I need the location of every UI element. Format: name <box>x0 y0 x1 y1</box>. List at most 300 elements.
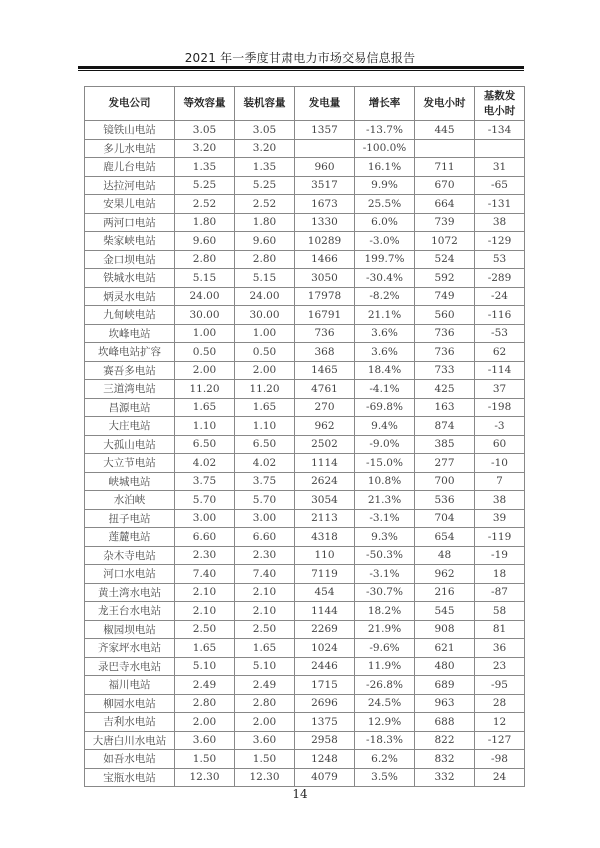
cell-installed-capacity: 5.15 <box>235 269 295 288</box>
cell-generation-hours: 545 <box>415 602 475 621</box>
cell-generation: 1144 <box>295 602 355 621</box>
header-generation-hours: 发电小时 <box>415 87 475 121</box>
table-row <box>85 417 525 436</box>
cell-company: 达拉河电站 <box>85 176 175 195</box>
cell-installed-capacity: 11.20 <box>235 380 295 399</box>
cell-generation: 2696 <box>295 694 355 713</box>
cell-growth-rate: -3.0% <box>355 232 415 251</box>
cell-generation: 2446 <box>295 657 355 676</box>
cell-company: 炳灵水电站 <box>85 287 175 306</box>
cell-company: 赛吾多电站 <box>85 361 175 380</box>
table-row <box>85 158 525 177</box>
table-row <box>85 528 525 547</box>
cell-company: 椒园坝电站 <box>85 620 175 639</box>
page-number: 14 <box>292 787 308 801</box>
cell-equivalent-capacity: 5.10 <box>175 657 235 676</box>
cell-installed-capacity: 2.80 <box>235 694 295 713</box>
cell-installed-capacity: 1.00 <box>235 324 295 343</box>
cell-growth-rate: 10.8% <box>355 472 415 491</box>
cell-generation-hours: 277 <box>415 454 475 473</box>
cell-equivalent-capacity: 9.60 <box>175 232 235 251</box>
cell-base-hours: -98 <box>475 750 525 769</box>
cell-installed-capacity: 1.35 <box>235 158 295 177</box>
header-company: 发电公司 <box>85 87 175 121</box>
cell-installed-capacity: 2.52 <box>235 195 295 214</box>
cell-generation-hours: 739 <box>415 213 475 232</box>
table-row <box>85 213 525 232</box>
cell-base-hours: 58 <box>475 602 525 621</box>
cell-base-hours: -127 <box>475 731 525 750</box>
cell-growth-rate: -4.1% <box>355 380 415 399</box>
cell-equivalent-capacity: 3.75 <box>175 472 235 491</box>
cell-generation-hours: 560 <box>415 306 475 325</box>
cell-installed-capacity: 2.10 <box>235 583 295 602</box>
cell-growth-rate: 21.9% <box>355 620 415 639</box>
cell-generation-hours: 704 <box>415 509 475 528</box>
cell-equivalent-capacity: 6.50 <box>175 435 235 454</box>
cell-installed-capacity: 6.50 <box>235 435 295 454</box>
cell-base-hours: 39 <box>475 509 525 528</box>
cell-equivalent-capacity: 2.80 <box>175 694 235 713</box>
cell-growth-rate: -8.2% <box>355 287 415 306</box>
cell-equivalent-capacity: 2.00 <box>175 361 235 380</box>
cell-base-hours: 53 <box>475 250 525 269</box>
cell-generation: 960 <box>295 158 355 177</box>
cell-growth-rate: -3.1% <box>355 509 415 528</box>
cell-growth-rate: 199.7% <box>355 250 415 269</box>
cell-generation-hours: 962 <box>415 565 475 584</box>
cell-base-hours: 60 <box>475 435 525 454</box>
cell-base-hours: 12 <box>475 713 525 732</box>
cell-generation: 110 <box>295 546 355 565</box>
cell-generation: 3054 <box>295 491 355 510</box>
cell-generation-hours: 592 <box>415 269 475 288</box>
cell-growth-rate: 24.5% <box>355 694 415 713</box>
cell-growth-rate: 9.4% <box>355 417 415 436</box>
cell-generation: 1465 <box>295 361 355 380</box>
table-row <box>85 287 525 306</box>
table-row <box>85 676 525 695</box>
cell-company: 峡城电站 <box>85 472 175 491</box>
cell-company: 龙王台水电站 <box>85 602 175 621</box>
document-title: 2021 年一季度甘肃电力市场交易信息报告 <box>184 51 416 65</box>
cell-company: 大庄电站 <box>85 417 175 436</box>
cell-generation-hours: 689 <box>415 676 475 695</box>
cell-base-hours: -134 <box>475 121 525 140</box>
cell-generation-hours: 874 <box>415 417 475 436</box>
cell-base-hours: -24 <box>475 287 525 306</box>
cell-generation-hours: 163 <box>415 398 475 417</box>
cell-base-hours: -129 <box>475 232 525 251</box>
cell-company: 莲麓电站 <box>85 528 175 547</box>
cell-equivalent-capacity: 1.35 <box>175 158 235 177</box>
cell-equivalent-capacity: 1.65 <box>175 639 235 658</box>
cell-growth-rate: 3.5% <box>355 768 415 787</box>
cell-generation: 1466 <box>295 250 355 269</box>
cell-installed-capacity: 2.00 <box>235 361 295 380</box>
cell-equivalent-capacity: 3.00 <box>175 509 235 528</box>
cell-generation: 10289 <box>295 232 355 251</box>
cell-equivalent-capacity: 0.50 <box>175 343 235 362</box>
cell-base-hours: -19 <box>475 546 525 565</box>
cell-company: 录巴寺水电站 <box>85 657 175 676</box>
cell-generation-hours: 1072 <box>415 232 475 251</box>
cell-equivalent-capacity: 6.60 <box>175 528 235 547</box>
cell-base-hours: -119 <box>475 528 525 547</box>
cell-installed-capacity: 24.00 <box>235 287 295 306</box>
cell-company: 坎峰电站扩容 <box>85 343 175 362</box>
cell-generation: 1330 <box>295 213 355 232</box>
cell-generation-hours: 385 <box>415 435 475 454</box>
cell-company: 鹿儿台电站 <box>85 158 175 177</box>
cell-generation-hours: 822 <box>415 731 475 750</box>
cell-company: 吉利水电站 <box>85 713 175 732</box>
table-row <box>85 546 525 565</box>
cell-generation: 1114 <box>295 454 355 473</box>
cell-installed-capacity: 1.65 <box>235 398 295 417</box>
table-row <box>85 306 525 325</box>
cell-generation-hours: 670 <box>415 176 475 195</box>
cell-generation: 368 <box>295 343 355 362</box>
cell-installed-capacity: 1.50 <box>235 750 295 769</box>
table-row <box>85 731 525 750</box>
cell-growth-rate: 6.0% <box>355 213 415 232</box>
cell-installed-capacity: 4.02 <box>235 454 295 473</box>
cell-company: 多儿水电站 <box>85 139 175 158</box>
cell-equivalent-capacity: 11.20 <box>175 380 235 399</box>
cell-base-hours: 18 <box>475 565 525 584</box>
cell-equivalent-capacity: 1.10 <box>175 417 235 436</box>
table-row <box>85 195 525 214</box>
cell-generation-hours: 480 <box>415 657 475 676</box>
cell-company: 黄土湾水电站 <box>85 583 175 602</box>
cell-generation: 2958 <box>295 731 355 750</box>
cell-generation-hours: 664 <box>415 195 475 214</box>
cell-growth-rate: -50.3% <box>355 546 415 565</box>
cell-generation-hours: 832 <box>415 750 475 769</box>
cell-generation-hours: 711 <box>415 158 475 177</box>
table-row <box>85 121 525 140</box>
cell-generation-hours <box>415 139 475 158</box>
cell-installed-capacity: 5.70 <box>235 491 295 510</box>
table-row <box>85 361 525 380</box>
cell-company: 杂木寺电站 <box>85 546 175 565</box>
table-row <box>85 435 525 454</box>
cell-installed-capacity: 1.80 <box>235 213 295 232</box>
cell-generation: 3050 <box>295 269 355 288</box>
cell-generation-hours: 736 <box>415 324 475 343</box>
table-row <box>85 750 525 769</box>
cell-base-hours: -198 <box>475 398 525 417</box>
cell-company: 大立节电站 <box>85 454 175 473</box>
cell-equivalent-capacity: 2.52 <box>175 195 235 214</box>
cell-growth-rate: -9.6% <box>355 639 415 658</box>
header-installed-capacity: 装机容量 <box>235 87 295 121</box>
cell-base-hours: 62 <box>475 343 525 362</box>
cell-equivalent-capacity: 3.05 <box>175 121 235 140</box>
table-row <box>85 232 525 251</box>
table-row <box>85 324 525 343</box>
table-row <box>85 713 525 732</box>
table-row <box>85 176 525 195</box>
cell-base-hours: 28 <box>475 694 525 713</box>
cell-equivalent-capacity: 4.02 <box>175 454 235 473</box>
cell-generation: 454 <box>295 583 355 602</box>
cell-equivalent-capacity: 2.80 <box>175 250 235 269</box>
cell-base-hours: 7 <box>475 472 525 491</box>
cell-installed-capacity: 30.00 <box>235 306 295 325</box>
cell-equivalent-capacity: 2.50 <box>175 620 235 639</box>
cell-generation: 17978 <box>295 287 355 306</box>
cell-company: 大唐白川水电站 <box>85 731 175 750</box>
cell-installed-capacity: 5.10 <box>235 657 295 676</box>
cell-equivalent-capacity: 5.15 <box>175 269 235 288</box>
cell-generation-hours: 963 <box>415 694 475 713</box>
cell-company: 柳园水电站 <box>85 694 175 713</box>
table-row <box>85 380 525 399</box>
cell-growth-rate: 11.9% <box>355 657 415 676</box>
cell-growth-rate: -15.0% <box>355 454 415 473</box>
cell-generation-hours: 216 <box>415 583 475 602</box>
cell-equivalent-capacity: 2.49 <box>175 676 235 695</box>
cell-installed-capacity: 0.50 <box>235 343 295 362</box>
cell-base-hours: 37 <box>475 380 525 399</box>
table-row <box>85 250 525 269</box>
cell-growth-rate: -69.8% <box>355 398 415 417</box>
cell-generation-hours: 749 <box>415 287 475 306</box>
table-row <box>85 398 525 417</box>
cell-generation: 2624 <box>295 472 355 491</box>
cell-base-hours <box>475 139 525 158</box>
cell-installed-capacity: 3.75 <box>235 472 295 491</box>
header-base-hours-line1: 基数发 <box>483 89 516 102</box>
cell-company: 铁城水电站 <box>85 269 175 288</box>
cell-company: 大孤山电站 <box>85 435 175 454</box>
cell-growth-rate: 6.2% <box>355 750 415 769</box>
cell-generation: 4761 <box>295 380 355 399</box>
header-growth-rate: 增长率 <box>355 87 415 121</box>
cell-generation: 2113 <box>295 509 355 528</box>
table-row <box>85 620 525 639</box>
cell-base-hours: -53 <box>475 324 525 343</box>
cell-growth-rate: -100.0% <box>355 139 415 158</box>
cell-base-hours: -3 <box>475 417 525 436</box>
cell-equivalent-capacity: 2.00 <box>175 713 235 732</box>
cell-growth-rate: 9.3% <box>355 528 415 547</box>
cell-installed-capacity: 2.50 <box>235 620 295 639</box>
cell-equivalent-capacity: 7.40 <box>175 565 235 584</box>
cell-installed-capacity: 3.05 <box>235 121 295 140</box>
cell-company: 如吾水电站 <box>85 750 175 769</box>
cell-base-hours: 38 <box>475 213 525 232</box>
cell-base-hours: -10 <box>475 454 525 473</box>
table-row <box>85 602 525 621</box>
cell-installed-capacity: 6.60 <box>235 528 295 547</box>
cell-installed-capacity: 9.60 <box>235 232 295 251</box>
cell-company: 福川电站 <box>85 676 175 695</box>
cell-equivalent-capacity: 2.10 <box>175 583 235 602</box>
cell-equivalent-capacity: 5.70 <box>175 491 235 510</box>
cell-equivalent-capacity: 1.65 <box>175 398 235 417</box>
cell-growth-rate: 21.1% <box>355 306 415 325</box>
table-row <box>85 472 525 491</box>
cell-installed-capacity: 2.30 <box>235 546 295 565</box>
header-base-hours <box>475 87 525 121</box>
title-rule <box>78 66 524 69</box>
table-row <box>85 269 525 288</box>
cell-growth-rate: -3.1% <box>355 565 415 584</box>
cell-company: 九甸峡电站 <box>85 306 175 325</box>
cell-base-hours: 31 <box>475 158 525 177</box>
cell-installed-capacity: 12.30 <box>235 768 295 787</box>
cell-base-hours: -95 <box>475 676 525 695</box>
cell-generation: 2502 <box>295 435 355 454</box>
cell-base-hours: -116 <box>475 306 525 325</box>
table-row <box>85 509 525 528</box>
cell-generation-hours: 621 <box>415 639 475 658</box>
cell-equivalent-capacity: 3.20 <box>175 139 235 158</box>
cell-company: 两河口电站 <box>85 213 175 232</box>
cell-equivalent-capacity: 1.80 <box>175 213 235 232</box>
cell-growth-rate: -18.3% <box>355 731 415 750</box>
table-row <box>85 454 525 473</box>
cell-generation-hours: 733 <box>415 361 475 380</box>
cell-company: 镜铁山电站 <box>85 121 175 140</box>
cell-growth-rate: -9.0% <box>355 435 415 454</box>
cell-equivalent-capacity: 1.00 <box>175 324 235 343</box>
cell-generation: 1248 <box>295 750 355 769</box>
cell-company: 宝瓶水电站 <box>85 768 175 787</box>
header-generation: 发电量 <box>295 87 355 121</box>
cell-growth-rate: 25.5% <box>355 195 415 214</box>
cell-installed-capacity: 3.60 <box>235 731 295 750</box>
table-body <box>85 121 525 787</box>
cell-generation: 1375 <box>295 713 355 732</box>
title-rule-thin <box>78 70 524 71</box>
cell-company: 坎峰电站 <box>85 324 175 343</box>
table-row <box>85 343 525 362</box>
cell-generation-hours: 736 <box>415 343 475 362</box>
cell-generation: 7119 <box>295 565 355 584</box>
cell-growth-rate: 9.9% <box>355 176 415 195</box>
cell-base-hours: -131 <box>475 195 525 214</box>
cell-equivalent-capacity: 2.10 <box>175 602 235 621</box>
header-base-hours-line2: 电小时 <box>483 104 516 117</box>
cell-generation: 1357 <box>295 121 355 140</box>
cell-installed-capacity: 5.25 <box>235 176 295 195</box>
cell-generation: 1024 <box>295 639 355 658</box>
table-row <box>85 639 525 658</box>
cell-generation: 1673 <box>295 195 355 214</box>
cell-generation-hours: 425 <box>415 380 475 399</box>
cell-generation: 4318 <box>295 528 355 547</box>
cell-base-hours: -289 <box>475 269 525 288</box>
cell-base-hours: 38 <box>475 491 525 510</box>
table-row <box>85 768 525 787</box>
cell-base-hours: 24 <box>475 768 525 787</box>
cell-base-hours: 36 <box>475 639 525 658</box>
table-header-row <box>85 87 525 121</box>
cell-equivalent-capacity: 24.00 <box>175 287 235 306</box>
cell-generation-hours: 524 <box>415 250 475 269</box>
table-row <box>85 491 525 510</box>
cell-generation-hours: 48 <box>415 546 475 565</box>
cell-generation-hours: 536 <box>415 491 475 510</box>
cell-growth-rate: -26.8% <box>355 676 415 695</box>
cell-company: 安果儿电站 <box>85 195 175 214</box>
cell-generation: 1715 <box>295 676 355 695</box>
cell-installed-capacity: 3.00 <box>235 509 295 528</box>
cell-base-hours: -114 <box>475 361 525 380</box>
cell-generation-hours: 654 <box>415 528 475 547</box>
cell-generation-hours: 908 <box>415 620 475 639</box>
cell-equivalent-capacity: 12.30 <box>175 768 235 787</box>
cell-installed-capacity: 1.65 <box>235 639 295 658</box>
table-row <box>85 139 525 158</box>
cell-installed-capacity: 2.00 <box>235 713 295 732</box>
cell-equivalent-capacity: 30.00 <box>175 306 235 325</box>
cell-generation: 962 <box>295 417 355 436</box>
cell-company: 三道湾电站 <box>85 380 175 399</box>
cell-growth-rate: 18.2% <box>355 602 415 621</box>
cell-growth-rate: 3.6% <box>355 324 415 343</box>
cell-installed-capacity: 7.40 <box>235 565 295 584</box>
cell-growth-rate: 18.4% <box>355 361 415 380</box>
cell-equivalent-capacity: 3.60 <box>175 731 235 750</box>
cell-base-hours: 81 <box>475 620 525 639</box>
cell-company: 昌源电站 <box>85 398 175 417</box>
cell-company: 水泊峡 <box>85 491 175 510</box>
cell-equivalent-capacity: 1.50 <box>175 750 235 769</box>
cell-generation: 3517 <box>295 176 355 195</box>
cell-growth-rate: -30.4% <box>355 269 415 288</box>
cell-company: 扭子电站 <box>85 509 175 528</box>
cell-growth-rate: -13.7% <box>355 121 415 140</box>
cell-growth-rate: 3.6% <box>355 343 415 362</box>
cell-base-hours: -87 <box>475 583 525 602</box>
cell-company: 河口水电站 <box>85 565 175 584</box>
cell-installed-capacity: 1.10 <box>235 417 295 436</box>
cell-base-hours: -65 <box>475 176 525 195</box>
cell-growth-rate: 16.1% <box>355 158 415 177</box>
cell-equivalent-capacity: 5.25 <box>175 176 235 195</box>
table-row <box>85 694 525 713</box>
header-equivalent-capacity: 等效容量 <box>175 87 235 121</box>
cell-company: 齐家坪水电站 <box>85 639 175 658</box>
cell-base-hours: 23 <box>475 657 525 676</box>
cell-generation: 736 <box>295 324 355 343</box>
cell-generation: 270 <box>295 398 355 417</box>
cell-installed-capacity: 2.10 <box>235 602 295 621</box>
cell-growth-rate: 21.3% <box>355 491 415 510</box>
cell-growth-rate: -30.7% <box>355 583 415 602</box>
cell-company: 金口坝电站 <box>85 250 175 269</box>
cell-generation: 2269 <box>295 620 355 639</box>
cell-generation: 4079 <box>295 768 355 787</box>
cell-generation <box>295 139 355 158</box>
cell-generation-hours: 700 <box>415 472 475 491</box>
table-row <box>85 565 525 584</box>
cell-equivalent-capacity: 2.30 <box>175 546 235 565</box>
cell-generation-hours: 332 <box>415 768 475 787</box>
cell-generation-hours: 688 <box>415 713 475 732</box>
cell-installed-capacity: 3.20 <box>235 139 295 158</box>
cell-generation-hours: 445 <box>415 121 475 140</box>
power-station-table <box>84 86 525 787</box>
cell-generation: 16791 <box>295 306 355 325</box>
table-row <box>85 583 525 602</box>
table-row <box>85 657 525 676</box>
